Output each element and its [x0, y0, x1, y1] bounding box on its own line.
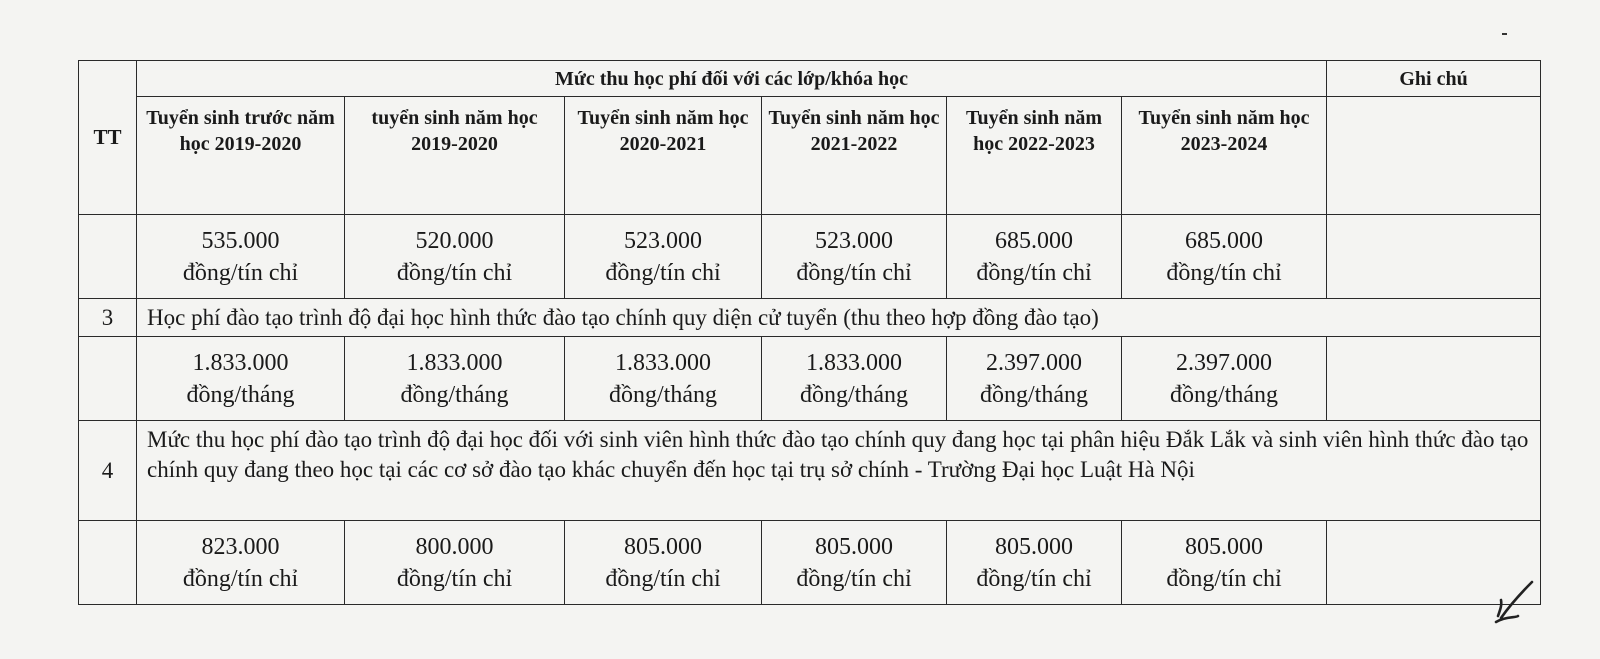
fee-cell — [565, 521, 762, 605]
table-subheader-row — [79, 97, 1541, 215]
tt-header: TT — [79, 61, 137, 215]
tt-cell — [79, 215, 137, 299]
scan-speck — [1502, 33, 1507, 35]
fee-level-header: Mức thu học phí đối với các lớp/khóa học — [137, 61, 1327, 97]
fee-cell — [947, 337, 1122, 421]
fee-cell — [137, 215, 345, 299]
tt-cell — [79, 337, 137, 421]
note-cell — [1327, 97, 1541, 215]
fee-cell — [137, 521, 345, 605]
section-row — [79, 421, 1541, 521]
fee-amount: 1.833.000 — [406, 349, 503, 376]
fee-unit: đồng/tháng — [980, 381, 1088, 408]
note-header: Ghi chú — [1327, 61, 1541, 97]
fee-cell — [1122, 337, 1327, 421]
fee-amount: 1.833.000 — [192, 349, 289, 376]
tt-cell — [79, 521, 137, 605]
section-title: Mức thu học phí đào tạo trình độ đại học đối với sinh viên hình thức đào tạo chính quy đang học tại phân hiệu Đắk Lắk và sinh viên hình thức đào tạo chính quy đang theo học tại các cơ sở đào tạo khác chuyển đến học tại trụ sở chính - Trường Đại học Luật Hà Nội — [137, 421, 1541, 521]
fee-amount: 823.000 — [201, 533, 280, 560]
fee-amount: 685.000 — [1185, 227, 1264, 254]
fee-unit: đồng/tín chỉ — [976, 259, 1092, 286]
fee-unit: đồng/tín chỉ — [396, 259, 513, 286]
table-row — [79, 521, 1541, 605]
fee-amount: 800.000 — [415, 533, 494, 560]
fee-unit: đồng/tháng — [186, 381, 295, 408]
tuition-fee-table — [78, 60, 1541, 605]
fee-cell — [762, 337, 947, 421]
tt-cell: 4 — [79, 421, 137, 521]
fee-amount: 2.397.000 — [986, 349, 1082, 376]
fee-cell — [565, 215, 762, 299]
fee-amount: 1.833.000 — [806, 349, 902, 376]
fee-unit: đồng/tín chỉ — [605, 565, 721, 592]
column-header: Tuyển sinh năm học 2023-2024 — [1122, 97, 1327, 215]
fee-unit: đồng/tín chỉ — [976, 565, 1092, 592]
handwritten-check-icon — [1488, 578, 1538, 628]
fee-amount: 520.000 — [415, 227, 494, 254]
fee-amount: 535.000 — [201, 227, 280, 254]
fee-unit: đồng/tín chỉ — [796, 565, 912, 592]
fee-amount: 523.000 — [815, 227, 893, 254]
note-cell — [1327, 337, 1541, 421]
fee-amount: 805.000 — [1185, 533, 1264, 560]
fee-unit: đồng/tín chỉ — [182, 565, 299, 592]
column-header: Tuyển sinh năm học 2022-2023 — [947, 97, 1122, 215]
fee-amount: 523.000 — [624, 227, 702, 254]
fee-cell — [947, 521, 1122, 605]
fee-cell — [947, 215, 1122, 299]
document-page — [78, 60, 1540, 605]
column-header: Tuyển sinh năm học 2020-2021 — [565, 97, 762, 215]
fee-amount: 685.000 — [995, 227, 1073, 254]
fee-unit: đồng/tháng — [1170, 381, 1279, 408]
fee-amount: 805.000 — [815, 533, 893, 560]
table-row — [79, 215, 1541, 299]
fee-cell — [762, 521, 947, 605]
fee-unit: đồng/tháng — [609, 381, 717, 408]
fee-cell — [345, 215, 565, 299]
fee-cell — [762, 215, 947, 299]
section-row — [79, 299, 1541, 337]
fee-amount: 2.397.000 — [1176, 349, 1273, 376]
table-header-row — [79, 61, 1541, 97]
fee-cell — [345, 521, 565, 605]
fee-unit: đồng/tín chỉ — [796, 259, 912, 286]
column-header: tuyển sinh năm học 2019-2020 — [345, 97, 565, 215]
tt-cell: 3 — [79, 299, 137, 337]
fee-unit: đồng/tín chỉ — [605, 259, 721, 286]
fee-amount: 805.000 — [995, 533, 1073, 560]
fee-unit: đồng/tín chỉ — [1166, 565, 1282, 592]
column-header: Tuyển sinh năm học 2021-2022 — [762, 97, 947, 215]
table-row — [79, 337, 1541, 421]
fee-unit: đồng/tín chỉ — [1166, 259, 1282, 286]
note-cell — [1327, 215, 1541, 299]
column-header: Tuyển sinh trước năm học 2019-2020 — [137, 97, 345, 215]
fee-cell — [1122, 521, 1327, 605]
fee-unit: đồng/tín chỉ — [182, 259, 299, 286]
fee-amount: 1.833.000 — [615, 349, 711, 376]
fee-unit: đồng/tháng — [800, 381, 908, 408]
fee-amount: 805.000 — [624, 533, 702, 560]
section-title: Học phí đào tạo trình độ đại học hình thức đào tạo chính quy diện cử tuyển (thu theo hợp đồng đào tạo) — [137, 299, 1541, 337]
fee-cell — [565, 337, 762, 421]
fee-cell — [1122, 215, 1327, 299]
fee-cell — [137, 337, 345, 421]
fee-cell — [345, 337, 565, 421]
fee-unit: đồng/tháng — [400, 381, 509, 408]
fee-unit: đồng/tín chỉ — [396, 565, 513, 592]
